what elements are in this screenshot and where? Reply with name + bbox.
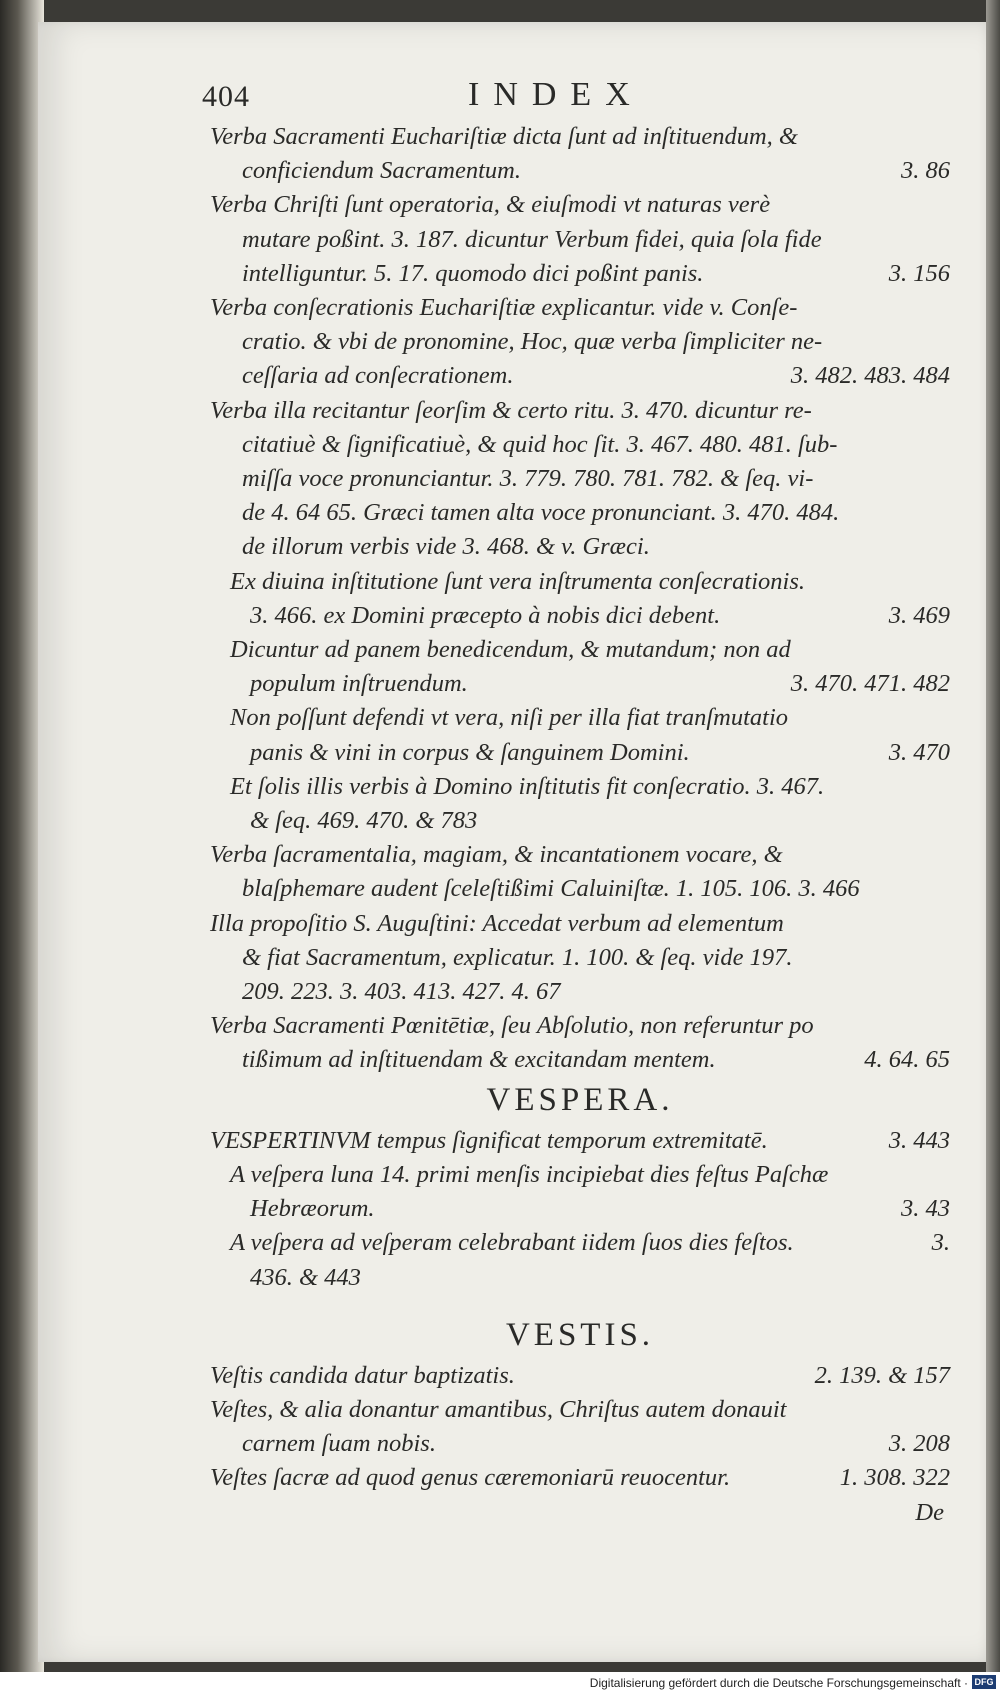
index-text: Veſtis candida datur baptizatis. xyxy=(210,1361,515,1389)
index-text: Veſtes ſacræ ad quod genus cæremoniarū reuocentur. xyxy=(210,1464,731,1492)
dfg-logo: DFG xyxy=(972,1675,996,1689)
page-text xyxy=(202,76,950,1530)
index-line xyxy=(210,1226,950,1260)
index-entry xyxy=(210,291,950,394)
index-line xyxy=(210,120,950,154)
section-heading-vestis: VESTIS. xyxy=(505,1316,655,1353)
index-text: de 4. 64 65. Græci tamen alta voce pronunciant. 3. 470. 484. xyxy=(242,499,840,527)
index-entry xyxy=(210,1461,950,1495)
index-subentry xyxy=(210,701,950,769)
index-line xyxy=(210,1192,950,1226)
index-text: carnem ſuam nobis. xyxy=(242,1430,436,1458)
index-text: intelliguntur. 5. 17. quomodo dici poßint panis. xyxy=(242,259,704,287)
index-line xyxy=(210,223,950,257)
index-line xyxy=(210,633,950,667)
index-subentry xyxy=(210,1158,950,1226)
index-block-vespera xyxy=(210,1124,950,1295)
index-text: miſſa voce pronunciantur. 3. 779. 780. 781. 782. & ſeq. vi- xyxy=(242,465,814,493)
running-title: INDEX xyxy=(468,76,644,113)
page-reference: 3. 443 xyxy=(888,1126,950,1154)
index-line xyxy=(210,1359,950,1393)
index-text: Et ſolis illis verbis à Domino inſtitutis fit conſecratio. 3. 467. xyxy=(230,772,825,800)
index-line xyxy=(210,394,950,428)
index-text: mutare poßint. 3. 187. dicuntur Verbum fidei, quia ſola fide xyxy=(242,225,822,253)
index-line xyxy=(210,1009,950,1043)
index-text: Verba Chriſti ſunt operatoria, & eiuſmodi vt naturas verè xyxy=(210,191,771,219)
index-line xyxy=(210,599,950,633)
index-line xyxy=(210,1393,950,1427)
index-entry xyxy=(210,838,950,906)
index-text: Non poſſunt defendi vt vera, niſi per illa fiat tranſmutatio xyxy=(230,704,789,732)
index-line xyxy=(210,291,950,325)
index-text: A veſpera luna 14. primi menſis incipiebat dies feſtus Paſchæ xyxy=(230,1160,829,1188)
page-reference: 3. 469 xyxy=(888,601,950,629)
index-text: ceſſaria ad conſecrationem. xyxy=(242,362,514,390)
running-head xyxy=(202,76,950,120)
index-line xyxy=(210,496,950,530)
index-entry xyxy=(210,1009,950,1077)
index-text: Hebræorum. xyxy=(250,1195,375,1223)
index-line xyxy=(210,1124,950,1158)
index-text: Ex diuina inſtitutione ſunt vera inſtrumenta conſecrationis. xyxy=(230,567,805,595)
index-line xyxy=(210,1043,950,1077)
index-line xyxy=(210,428,950,462)
index-entry xyxy=(210,1393,950,1461)
index-text: de illorum verbis vide 3. 468. & v. Græci. xyxy=(242,533,650,561)
page-reference: 3. 208 xyxy=(888,1430,950,1458)
index-line xyxy=(210,530,950,564)
page-reference: 3. 43 xyxy=(901,1195,950,1223)
index-text: panis & vini in corpus & ſanguinem Domini. xyxy=(250,738,690,766)
index-line xyxy=(210,838,950,872)
index-subentry xyxy=(210,1226,950,1294)
page-reference: 3. 482. 483. 484 xyxy=(790,362,950,390)
index-text: 3. 466. ex Domini præcepto à nobis dici debent. xyxy=(250,601,721,629)
page-reference: 3. xyxy=(931,1229,950,1257)
index-line xyxy=(210,257,950,291)
page-reference: 2. 139. & 157 xyxy=(814,1361,950,1389)
index-subentry xyxy=(210,770,950,838)
page-reference: 3. 86 xyxy=(901,157,950,185)
page-reference: 3. 156 xyxy=(888,259,950,287)
index-block-verba-subentries xyxy=(210,565,950,839)
footer-credit: Digitalisierung gefördert durch die Deutsche Forschungsgemeinschaft · xyxy=(589,1676,968,1690)
index-block-verba xyxy=(210,120,950,565)
page-reference: 3. 470 xyxy=(888,738,950,766)
index-line xyxy=(210,565,950,599)
index-line xyxy=(210,325,950,359)
index-line xyxy=(210,1461,950,1495)
index-line xyxy=(210,462,950,496)
page-reference: 3. 470. 471. 482 xyxy=(790,670,950,698)
index-entry xyxy=(210,394,950,565)
index-text: Verba Sacramenti Pœnitētiæ, ſeu Abſolutio, non referuntur po xyxy=(210,1012,814,1040)
index-text: blaſphemare audent ſceleſtißimi Caluiniſtæ. 1. 105. 106. 3. 466 xyxy=(242,875,860,903)
index-line xyxy=(210,154,950,188)
index-line xyxy=(210,188,950,222)
index-line xyxy=(210,1427,950,1461)
page-reference: 4. 64. 65 xyxy=(864,1046,950,1074)
index-line xyxy=(210,736,950,770)
index-subentry xyxy=(210,565,950,633)
index-text: cratio. & vbi de pronomine, Hoc, quæ verba ſimpliciter ne- xyxy=(242,328,823,356)
digitization-footer xyxy=(0,1672,1000,1694)
index-line xyxy=(210,770,950,804)
index-line xyxy=(210,941,950,975)
index-text: Dicuntur ad panem benedicendum, & mutandum; non ad xyxy=(230,636,791,664)
page-number: 404 xyxy=(202,80,250,113)
index-line xyxy=(210,872,950,906)
index-text: & fiat Sacramentum, explicatur. 1. 100. & ſeq. vide 197. xyxy=(242,943,793,971)
index-line xyxy=(210,667,950,701)
index-line xyxy=(210,359,950,393)
page-edge xyxy=(986,0,1000,1672)
index-entry xyxy=(210,907,950,1010)
catchword: De xyxy=(915,1498,944,1526)
index-text: VESPERTINVM tempus ſignificat temporum extremitatē. xyxy=(210,1126,768,1154)
index-text: citatiuè & ſignificatiuè, & quid hoc ſit. 3. 467. 480. 481. ſub- xyxy=(242,430,838,458)
index-text: 436. & 443 xyxy=(250,1263,361,1291)
index-text: & ſeq. 469. 470. & 783 xyxy=(250,807,478,835)
index-text: Illa propoſitio S. Auguſtini: Accedat verbum ad elementum xyxy=(210,909,784,937)
index-text: A veſpera ad veſperam celebrabant iidem ſuos dies feſtos. xyxy=(230,1229,794,1257)
index-line xyxy=(210,804,950,838)
index-entry xyxy=(210,120,950,188)
index-line xyxy=(210,907,950,941)
index-entry xyxy=(210,1124,950,1158)
index-text: conficiendum Sacramentum. xyxy=(242,157,521,185)
index-text: Verba ſacramentalia, magiam, & incantationem vocare, & xyxy=(210,841,783,869)
index-text: Verba Sacramenti Euchariſtiæ dicta ſunt ad inſtituendum, & xyxy=(210,123,798,150)
section-heading-vespera: VESPERA. xyxy=(486,1081,674,1118)
index-subentry xyxy=(210,633,950,701)
index-text: Verba conſecrationis Euchariſtiæ explicantur. vide v. Conſe- xyxy=(210,294,798,322)
index-entry xyxy=(210,1359,950,1393)
index-block-verba-continued xyxy=(210,838,950,1077)
index-block-vestis xyxy=(210,1359,950,1496)
index-line xyxy=(210,975,950,1009)
index-entry xyxy=(210,188,950,291)
index-text: Veſtes, & alia donantur amantibus, Chriſtus autem donauit xyxy=(210,1395,787,1423)
index-text: tißimum ad inſtituendam & excitandam mentem. xyxy=(242,1046,716,1074)
index-text: populum inſtruendum. xyxy=(250,670,468,698)
index-line xyxy=(210,701,950,735)
index-text: Verba illa recitantur ſeorſim & certo ritu. 3. 470. dicuntur re- xyxy=(210,396,812,424)
index-text: 209. 223. 3. 403. 413. 427. 4. 67 xyxy=(242,978,561,1006)
index-line xyxy=(210,1158,950,1192)
index-line xyxy=(210,1261,950,1295)
page-reference: 1. 308. 322 xyxy=(839,1464,950,1492)
